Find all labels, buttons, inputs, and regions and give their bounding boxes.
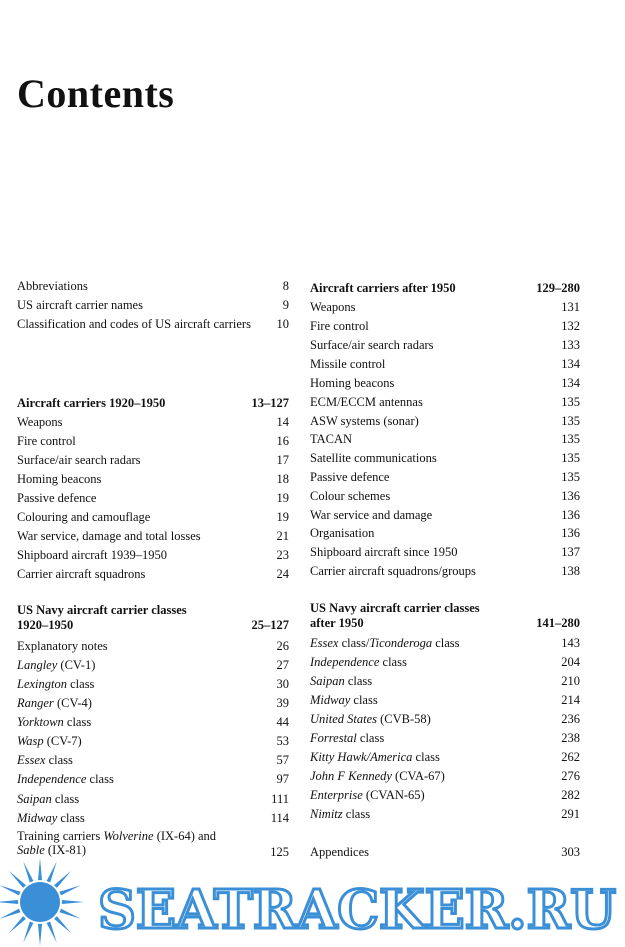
entry-label bbox=[17, 811, 85, 826]
entry-suffix: class bbox=[67, 677, 95, 691]
entry-label: Carrier aircraft squadrons/groups bbox=[310, 564, 476, 578]
entry-page: 136 bbox=[561, 508, 580, 522]
toc-entry[interactable] bbox=[310, 526, 580, 541]
entry-page: 135 bbox=[561, 432, 580, 446]
entry-suffix: class bbox=[412, 750, 440, 764]
section-heading-pages-row bbox=[310, 616, 580, 631]
entry-label bbox=[310, 750, 440, 765]
ship-name: Saipan bbox=[310, 674, 345, 688]
entry-suffix: class bbox=[344, 674, 373, 688]
toc-entry[interactable] bbox=[310, 319, 580, 334]
entry-page: 133 bbox=[561, 338, 580, 352]
entry-label: Weapons bbox=[310, 300, 356, 314]
entry-suffix: class bbox=[350, 693, 378, 707]
entry-label bbox=[310, 788, 425, 803]
entry-label bbox=[310, 655, 407, 670]
entry-label: Organisation bbox=[310, 526, 375, 540]
entry-page: 111 bbox=[271, 792, 289, 806]
entry-page: 262 bbox=[561, 750, 580, 764]
entry-label bbox=[17, 658, 95, 673]
entry-page: 138 bbox=[561, 564, 580, 578]
entry-page: 19 bbox=[276, 510, 289, 524]
toc-entry[interactable] bbox=[310, 788, 580, 803]
toc-entry[interactable] bbox=[17, 639, 289, 654]
toc-entry[interactable] bbox=[17, 734, 289, 749]
entry-label: ECM/ECCM antennas bbox=[310, 395, 423, 409]
sun-ray bbox=[60, 909, 81, 919]
section-heading-label: Aircraft carriers after 1950 bbox=[310, 281, 456, 295]
entry-label: TACAN bbox=[310, 432, 353, 446]
toc-entry[interactable] bbox=[17, 753, 289, 768]
entry-label: Training carriers bbox=[17, 829, 104, 843]
entry-page: 18 bbox=[276, 472, 289, 486]
section-heading[interactable] bbox=[310, 281, 580, 296]
entry-label: Fire control bbox=[310, 319, 369, 333]
entry-suffix: class bbox=[379, 655, 407, 669]
entry-label: War service and damage bbox=[310, 508, 433, 522]
entry-page: 143 bbox=[561, 636, 580, 650]
section-heading-label: after 1950 bbox=[310, 616, 364, 630]
ship-name: Ticonderoga bbox=[369, 636, 433, 650]
entry-label: Explanatory notes bbox=[17, 639, 108, 653]
entry-page: 134 bbox=[561, 376, 580, 390]
ship-name: Midway bbox=[310, 693, 351, 707]
entry-label: Homing beacons bbox=[310, 376, 395, 390]
entry-label: Classification and codes of US aircraft carriers bbox=[17, 317, 251, 331]
toc-entry[interactable] bbox=[17, 811, 289, 826]
toc-entry[interactable] bbox=[17, 510, 289, 525]
toc-entry[interactable] bbox=[310, 376, 580, 391]
entry-suffix: class/ bbox=[338, 636, 370, 650]
entry-label bbox=[17, 772, 114, 787]
section-heading-label: US Navy aircraft carrier classes bbox=[310, 601, 480, 615]
entry-page: 276 bbox=[561, 769, 580, 783]
toc-entry[interactable] bbox=[310, 508, 580, 523]
toc-entry[interactable] bbox=[17, 658, 289, 673]
entry-suffix: class bbox=[45, 753, 73, 767]
entry-page: 137 bbox=[561, 545, 580, 559]
section-heading-label: 1920–1950 bbox=[17, 618, 74, 632]
entry-label bbox=[310, 693, 378, 708]
entry-label: Surface/air search radars bbox=[310, 338, 434, 352]
ship-name: Saipan bbox=[17, 792, 52, 806]
sun-core bbox=[20, 882, 60, 922]
toc-entry[interactable] bbox=[17, 491, 289, 506]
entry-page: 57 bbox=[276, 753, 289, 767]
toc-entry[interactable] bbox=[310, 545, 580, 560]
entry-page: 282 bbox=[561, 788, 580, 802]
sun-ray bbox=[38, 858, 42, 880]
entry-label: Weapons bbox=[17, 415, 63, 429]
entry-label bbox=[310, 636, 460, 651]
section-heading-pages: 141–280 bbox=[536, 616, 580, 630]
entry-page: 125 bbox=[270, 845, 289, 859]
entry-suffix: (IX-81) bbox=[44, 843, 87, 857]
ship-name: Independence bbox=[310, 655, 380, 669]
watermark-text: SEATRACKER.RU bbox=[98, 879, 616, 941]
sun-ray bbox=[0, 900, 18, 904]
entry-page: 214 bbox=[561, 693, 580, 707]
entry-suffix: (CVB-58) bbox=[377, 712, 431, 726]
toc-entry[interactable] bbox=[310, 414, 580, 429]
entry-page: 134 bbox=[561, 357, 580, 371]
entry-suffix: (CV-4) bbox=[53, 696, 92, 710]
entry-label bbox=[17, 715, 91, 730]
entry-suffix: class bbox=[342, 807, 371, 821]
entry-page: 135 bbox=[561, 470, 580, 484]
sun-burst-icon bbox=[0, 858, 84, 946]
ship-name: Yorktown bbox=[17, 715, 64, 729]
toc-entry[interactable] bbox=[17, 317, 289, 332]
entry-suffix: class bbox=[356, 731, 385, 745]
entry-page: 53 bbox=[276, 734, 289, 748]
toc-entry[interactable] bbox=[310, 451, 580, 466]
ship-name: Essex bbox=[17, 753, 46, 767]
entry-page: 291 bbox=[561, 807, 580, 821]
ship-name: Essex bbox=[310, 636, 339, 650]
toc-entry[interactable] bbox=[310, 357, 580, 372]
entry-label bbox=[17, 696, 92, 711]
entry-suffix: class bbox=[51, 792, 80, 806]
section-heading-pages: 25–127 bbox=[251, 618, 289, 632]
entry-label: Shipboard aircraft 1939–1950 bbox=[17, 548, 167, 562]
entry-label bbox=[310, 712, 431, 727]
entry-suffix: class bbox=[86, 772, 114, 786]
entry-page: 210 bbox=[561, 674, 580, 688]
ship-name: Wolverine bbox=[103, 829, 154, 843]
entry-suffix: (CVAN-65) bbox=[362, 788, 425, 802]
entry-label bbox=[310, 807, 370, 822]
section-heading-label: US Navy aircraft carrier classes bbox=[17, 603, 187, 617]
ship-name: Kitty Hawk/America bbox=[310, 750, 413, 764]
entry-label bbox=[17, 734, 82, 749]
ship-name: United States bbox=[310, 712, 378, 726]
entry-label bbox=[310, 731, 384, 746]
entry-label: Carrier aircraft squadrons bbox=[17, 567, 146, 581]
sun-ray bbox=[60, 885, 81, 895]
entry-label: Abbreviations bbox=[17, 279, 88, 293]
entry-label bbox=[17, 677, 94, 692]
entry-label: ASW systems (sonar) bbox=[310, 414, 419, 428]
entry-page: 21 bbox=[276, 529, 289, 543]
toc-entry[interactable] bbox=[310, 470, 580, 485]
watermark-banner bbox=[0, 852, 625, 947]
entry-label: Surface/air search radars bbox=[17, 453, 141, 467]
toc-entry[interactable] bbox=[17, 696, 289, 711]
toc-entry[interactable] bbox=[17, 792, 289, 807]
ship-name: John F Kennedy bbox=[310, 769, 392, 783]
entry-page: 39 bbox=[276, 696, 289, 710]
entry-page: 27 bbox=[276, 658, 289, 672]
page-title: Contents bbox=[17, 71, 175, 116]
entry-page: 8 bbox=[282, 279, 289, 293]
entry-label: Satellite communications bbox=[310, 451, 437, 465]
entry-label bbox=[17, 753, 73, 768]
toc-entry[interactable] bbox=[310, 300, 580, 315]
entry-page: 135 bbox=[561, 395, 580, 409]
entry-page: 238 bbox=[561, 731, 580, 745]
entry-page: 132 bbox=[561, 319, 580, 333]
entry-label: Colouring and camouflage bbox=[17, 510, 151, 524]
ship-name: Lexington bbox=[17, 677, 67, 691]
sun-ray bbox=[0, 885, 21, 895]
toc-entry[interactable] bbox=[310, 395, 580, 410]
toc-entry[interactable] bbox=[310, 693, 580, 708]
entry-page: 23 bbox=[276, 548, 289, 562]
ship-name: Independence bbox=[17, 772, 87, 786]
section-heading[interactable] bbox=[17, 396, 289, 411]
entry-page: 44 bbox=[276, 715, 289, 729]
entry-page: 24 bbox=[276, 567, 289, 581]
ship-name: Wasp bbox=[17, 734, 44, 748]
sun-ray bbox=[9, 871, 26, 888]
toc-entry[interactable] bbox=[310, 674, 580, 689]
toc-entry[interactable] bbox=[310, 432, 580, 447]
ship-name: Enterprise bbox=[310, 788, 363, 802]
entry-label: Passive defence bbox=[17, 491, 97, 505]
toc-entry[interactable] bbox=[17, 677, 289, 692]
entry-label: Shipboard aircraft since 1950 bbox=[310, 545, 458, 559]
ship-name: Sable bbox=[17, 843, 45, 857]
toc-entry[interactable] bbox=[310, 712, 580, 727]
entry-page: 131 bbox=[561, 300, 580, 314]
ship-name: Langley bbox=[17, 658, 58, 672]
ship-name: Forrestal bbox=[310, 731, 357, 745]
entry-suffix: class bbox=[432, 636, 460, 650]
toc-entry[interactable] bbox=[310, 636, 580, 651]
watermark-svg bbox=[0, 852, 625, 947]
toc-entry[interactable] bbox=[17, 415, 289, 430]
entry-suffix: class bbox=[57, 811, 85, 825]
entry-label: Homing beacons bbox=[17, 472, 102, 486]
section-heading-pages: 13–127 bbox=[251, 396, 289, 410]
entry-page: 303 bbox=[561, 845, 580, 859]
sun-ray bbox=[54, 916, 71, 933]
toc-entry[interactable] bbox=[310, 807, 580, 822]
sun-ray bbox=[23, 922, 33, 943]
toc-entry[interactable] bbox=[17, 529, 289, 544]
entry-page: 97 bbox=[276, 772, 289, 786]
entry-label: Colour schemes bbox=[310, 489, 391, 503]
entry-page: 26 bbox=[276, 639, 289, 653]
entry-suffix: (CV-7) bbox=[43, 734, 82, 748]
entry-page: 10 bbox=[276, 317, 289, 331]
toc-entry[interactable] bbox=[310, 750, 580, 765]
toc-entry[interactable] bbox=[310, 769, 580, 784]
entry-page: 30 bbox=[276, 677, 289, 691]
sun-ray bbox=[9, 916, 26, 933]
toc-entry[interactable] bbox=[17, 567, 289, 582]
entry-label bbox=[310, 674, 372, 689]
ship-name: Nimitz bbox=[310, 807, 343, 821]
entry-page: 204 bbox=[561, 655, 580, 669]
entry-suffix: (CV-1) bbox=[57, 658, 96, 672]
toc-entry[interactable] bbox=[310, 731, 580, 746]
entry-label: Appendices bbox=[310, 845, 370, 859]
toc-entry[interactable] bbox=[17, 472, 289, 487]
sun-ray bbox=[38, 924, 42, 946]
entry-page: 135 bbox=[561, 414, 580, 428]
sun-ray bbox=[62, 900, 84, 904]
toc-entry[interactable] bbox=[17, 453, 289, 468]
entry-suffix: class bbox=[63, 715, 92, 729]
toc-entry[interactable] bbox=[310, 564, 580, 579]
toc-entry[interactable] bbox=[17, 548, 289, 563]
entry-page: 135 bbox=[561, 451, 580, 465]
entry-label: Missile control bbox=[310, 357, 386, 371]
section-heading-pages-row bbox=[17, 618, 289, 633]
toc-entry[interactable] bbox=[17, 715, 289, 730]
toc-entry[interactable] bbox=[17, 279, 289, 294]
section-heading-label: Aircraft carriers 1920–1950 bbox=[17, 396, 166, 410]
entry-label: Passive defence bbox=[310, 470, 390, 484]
entry-page: 9 bbox=[282, 298, 289, 312]
entry-label: War service, damage and total losses bbox=[17, 529, 201, 543]
entry-page: 16 bbox=[276, 434, 289, 448]
entry-label: US aircraft carrier names bbox=[17, 298, 143, 312]
sun-ray bbox=[47, 922, 57, 943]
ship-name: Midway bbox=[17, 811, 58, 825]
entry-page: 114 bbox=[270, 811, 289, 825]
toc-entry[interactable] bbox=[17, 298, 289, 313]
entry-page: 17 bbox=[276, 453, 289, 467]
entry-label bbox=[310, 769, 445, 784]
toc-entry[interactable] bbox=[17, 772, 289, 787]
sun-ray bbox=[0, 909, 21, 919]
sun-ray bbox=[54, 871, 71, 888]
toc-entry[interactable] bbox=[310, 489, 580, 504]
toc-entry[interactable] bbox=[310, 655, 580, 670]
entry-page: 19 bbox=[276, 491, 289, 505]
sun-ray bbox=[23, 861, 33, 882]
entry-label bbox=[17, 792, 79, 807]
entry-page: 136 bbox=[561, 526, 580, 540]
entry-suffix: (CVA-67) bbox=[391, 769, 445, 783]
entry-page: 136 bbox=[561, 489, 580, 503]
toc-entry[interactable] bbox=[17, 434, 289, 449]
toc-entry[interactable] bbox=[310, 338, 580, 353]
section-heading-pages: 129–280 bbox=[536, 281, 580, 295]
entry-label: Fire control bbox=[17, 434, 76, 448]
entry-page: 236 bbox=[561, 712, 580, 726]
sun-ray bbox=[47, 861, 57, 882]
entry-page: 14 bbox=[276, 415, 289, 429]
entry-suffix: (IX-64) and bbox=[153, 829, 217, 843]
ship-name: Ranger bbox=[17, 696, 54, 710]
